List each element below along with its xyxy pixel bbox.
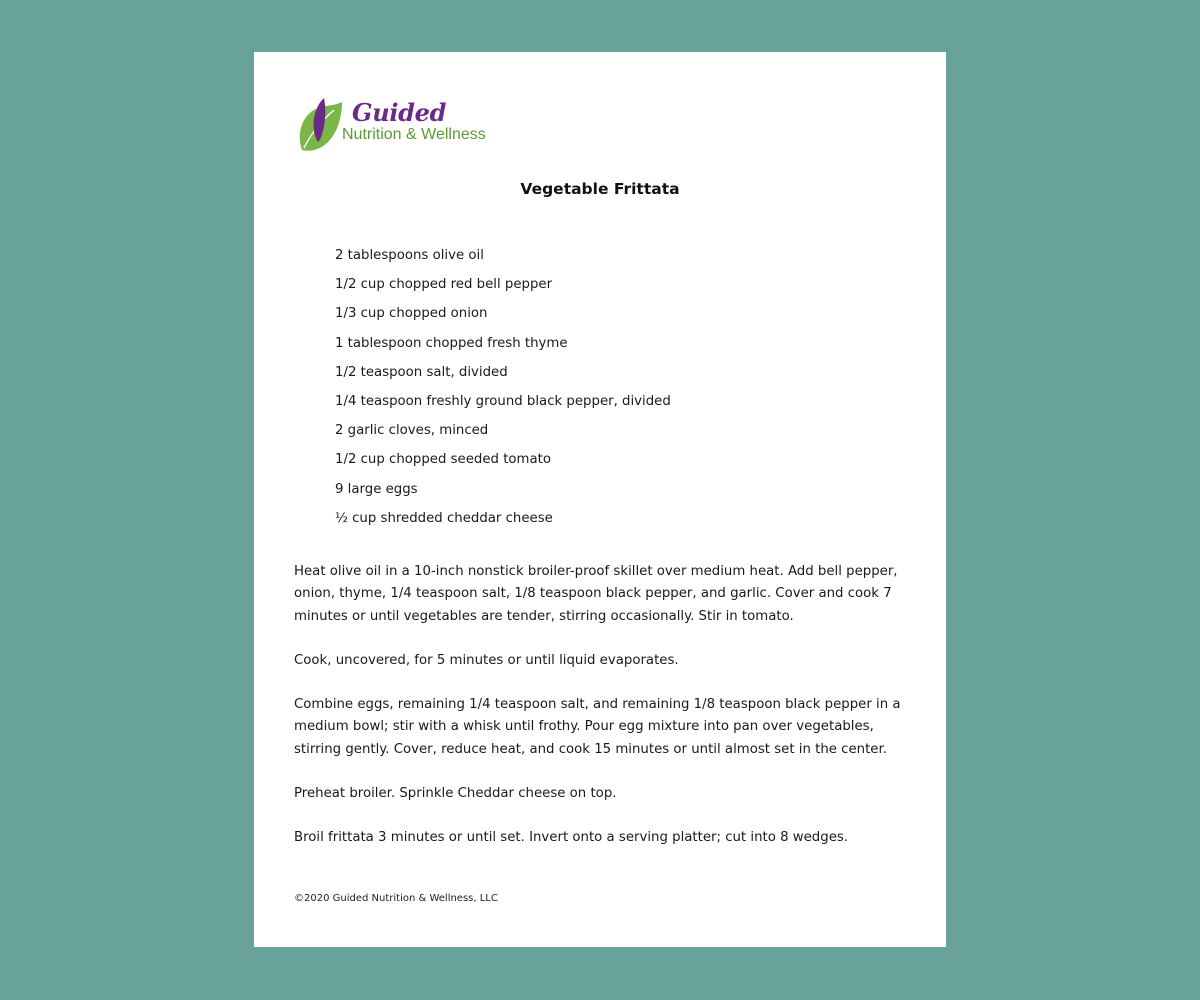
brand-logo	[296, 98, 526, 158]
leaf-icon	[296, 98, 348, 154]
recipe-page	[254, 52, 946, 947]
ingredient-item: 9 large eggs	[335, 481, 418, 497]
ingredient-item: 1/2 cup chopped red bell pepper	[335, 277, 553, 293]
ingredient-item: 2 tablespoons olive oil	[335, 248, 484, 263]
copyright-footer: ©2020 Guided Nutrition & Wellness, LLC	[294, 893, 498, 904]
instruction-step: Broil frittata 3 minutes or until set. Invert onto a serving platter; cut into 8 wedges.	[294, 830, 849, 846]
logo-wordmark-subtitle: Nutrition & Wellness	[342, 126, 486, 143]
instruction-step: Preheat broiler. Sprinkle Cheddar cheese on top.	[294, 786, 617, 802]
ingredient-item: 1/2 teaspoon salt, divided	[335, 364, 508, 380]
ingredient-item: ½ cup shredded cheddar cheese	[335, 510, 553, 526]
ingredient-item: 1/4 teaspoon freshly ground black pepper, divided	[335, 393, 671, 409]
ingredient-list	[335, 245, 671, 537]
instruction-step: Cook, uncovered, for 5 minutes or until liquid evaporates.	[294, 652, 679, 668]
logo-wordmark-guided: Guided	[352, 98, 447, 127]
instruction-step: Heat olive oil in a 10-inch nonstick broiler-proof skillet over medium heat. Add bell pepper, onion, thyme, 1/4 teaspoon salt, 1/8 teaspoon black pepper, and garlic. Cover and cook 7 minutes or until vegetables are tender, stirring occasionally. Stir in tomato.	[294, 564, 898, 624]
instruction-step: Combine eggs, remaining 1/4 teaspoon salt, and remaining 1/8 teaspoon black pepper in a medium bowl; stir with a whisk until frothy. Pour egg mixture into pan over vegetables, stirring gently. Cover, reduce heat, and cook 15 minutes or until almost set in the center.	[294, 697, 901, 757]
ingredient-item: 1 tablespoon chopped fresh thyme	[335, 335, 568, 351]
ingredient-item: 2 garlic cloves, minced	[335, 423, 489, 439]
recipe-title: Vegetable Frittata	[520, 180, 680, 198]
instruction-list	[294, 561, 914, 872]
ingredient-item: 1/2 cup chopped seeded tomato	[335, 452, 552, 468]
ingredient-item: 1/3 cup chopped onion	[335, 306, 488, 322]
